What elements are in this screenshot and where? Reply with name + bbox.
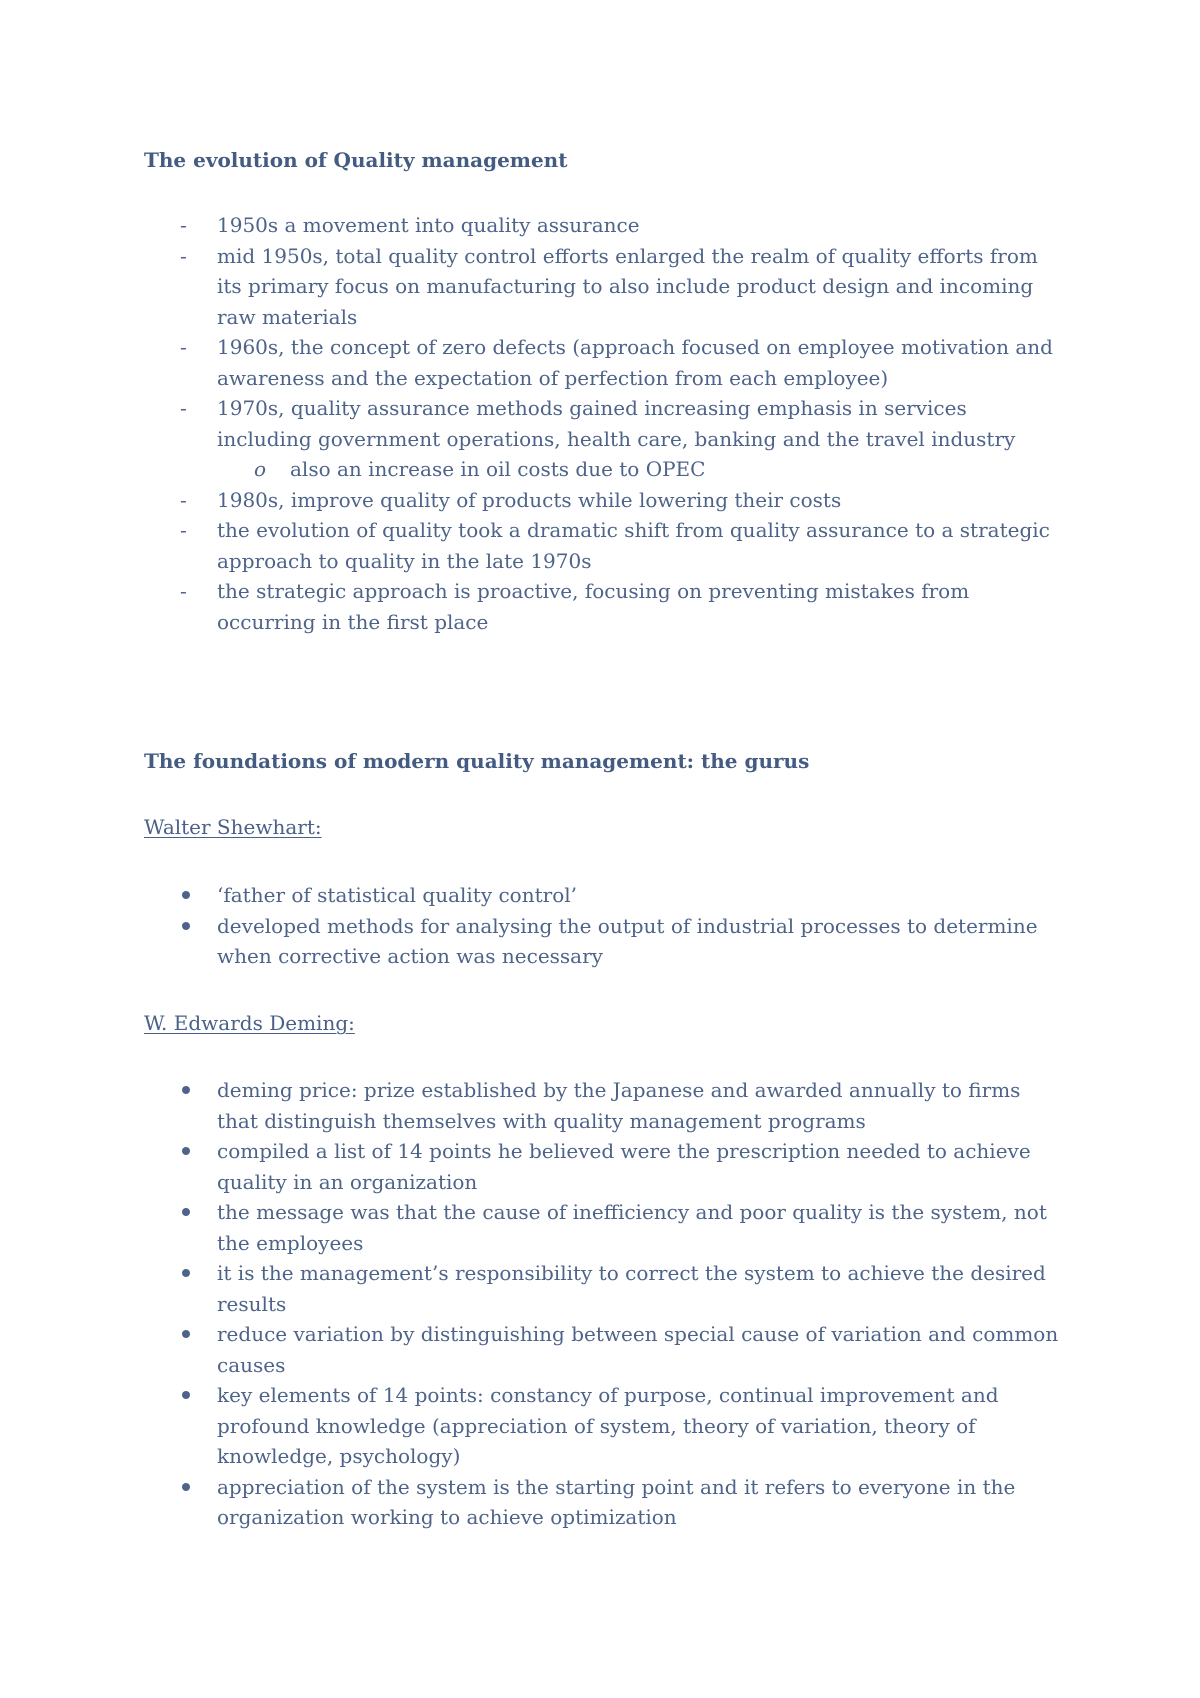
dash-bullet: - [180, 518, 187, 542]
list-item-text: developed methods for analysing the output of industrial processes to determine when corrective action was necessary [217, 913, 1038, 968]
list-item-text: the strategic approach is proactive, focusing on preventing mistakes from occurring in the first place [217, 579, 970, 634]
list-item-text: key elements of 14 points: constancy of purpose, continual improvement and profound knowledge (appreciation of system, theory of variation, theory of knowledge, psychology) [217, 1383, 999, 1468]
list-item-text: 1970s, quality assurance methods gained increasing emphasis in services including government operations, health care, banking and the travel industry [217, 396, 1016, 451]
list-item-text: 1980s, improve quality of products while lowering their costs [217, 487, 842, 512]
evolution-list-container [144, 210, 1064, 637]
list-item [144, 393, 1064, 454]
list-item [144, 1258, 1064, 1319]
dash-bullet: - [180, 243, 187, 268]
bullet-dot-icon [182, 891, 190, 899]
bullet-dot-icon [182, 1269, 190, 1277]
guru-name-deming: W. Edwards Deming: [144, 1011, 355, 1035]
list-item-text: it is the management’s responsibility to correct the system to achieve the desired results [217, 1261, 1046, 1316]
list-item [144, 241, 1064, 333]
list-item-text: the evolution of quality took a dramatic shift from quality assurance to a strategic approach to quality in the late 1970s [217, 518, 1050, 573]
list-item-text: also an increase in oil costs due to OPEC [290, 457, 706, 481]
list-item-text: the message was that the cause of inefficiency and poor quality is the system, not the employees [217, 1200, 1047, 1255]
bullet-dot-icon [182, 1208, 190, 1216]
list-item-text: deming price: prize established by the Japanese and awarded annually to firms that distinguish themselves with quality management programs [217, 1078, 1021, 1133]
dash-bullet: - [180, 487, 187, 512]
list-item [144, 576, 1064, 637]
list-item-text: appreciation of the system is the starting point and it refers to everyone in the organization working to achieve optimization [217, 1474, 1016, 1529]
list-item-text: mid 1950s, total quality control efforts enlarged the realm of quality efforts from its primary focus on manufacturing to also include product design and incoming raw materials [217, 243, 1038, 329]
list-item [144, 485, 1064, 516]
section-title-gurus: The foundations of modern quality management: the gurus [144, 749, 810, 773]
bullet-dot-icon [182, 922, 190, 930]
shewhart-list-container [144, 880, 1064, 972]
list-item [144, 515, 1064, 576]
list-item-text: ‘father of statistical quality control’ [217, 883, 577, 907]
list-item [144, 210, 1064, 241]
list-item-text: 1960s, the concept of zero defects (approach focused on employee motivation and awareness and the expectation of perfection from each employee) [217, 335, 1053, 390]
list-item [144, 880, 1064, 911]
section-title-evolution: The evolution of Quality management [144, 148, 568, 172]
list-item-text: reduce variation by distinguishing between special cause of variation and common causes [217, 1322, 1059, 1377]
sub-list-item [144, 454, 1064, 485]
deming-list [144, 1075, 1064, 1533]
list-item [144, 1197, 1064, 1258]
list-item [144, 1075, 1064, 1136]
bullet-dot-icon [182, 1391, 190, 1399]
dash-bullet: - [180, 396, 187, 420]
dash-bullet: - [180, 335, 187, 359]
guru-name-shewhart: Walter Shewhart: [144, 815, 322, 839]
list-item [144, 1136, 1064, 1197]
dash-bullet: - [180, 213, 187, 237]
list-item [144, 1319, 1064, 1380]
shewhart-list [144, 880, 1064, 972]
bullet-dot-icon [182, 1147, 190, 1155]
bullet-dot-icon [182, 1330, 190, 1338]
list-item [144, 1380, 1064, 1472]
deming-list-container [144, 1075, 1064, 1533]
dash-bullet: - [180, 579, 187, 603]
evolution-list [144, 210, 1064, 637]
list-item [144, 332, 1064, 393]
bullet-dot-icon [182, 1483, 190, 1491]
list-item [144, 1472, 1064, 1533]
list-item [144, 911, 1064, 972]
list-item-text: 1950s a movement into quality assurance [217, 213, 640, 237]
list-item-text: compiled a list of 14 points he believed were the prescription needed to achieve quality in an organization [217, 1139, 1031, 1194]
circle-bullet: o [254, 457, 267, 481]
bullet-dot-icon [182, 1086, 190, 1094]
